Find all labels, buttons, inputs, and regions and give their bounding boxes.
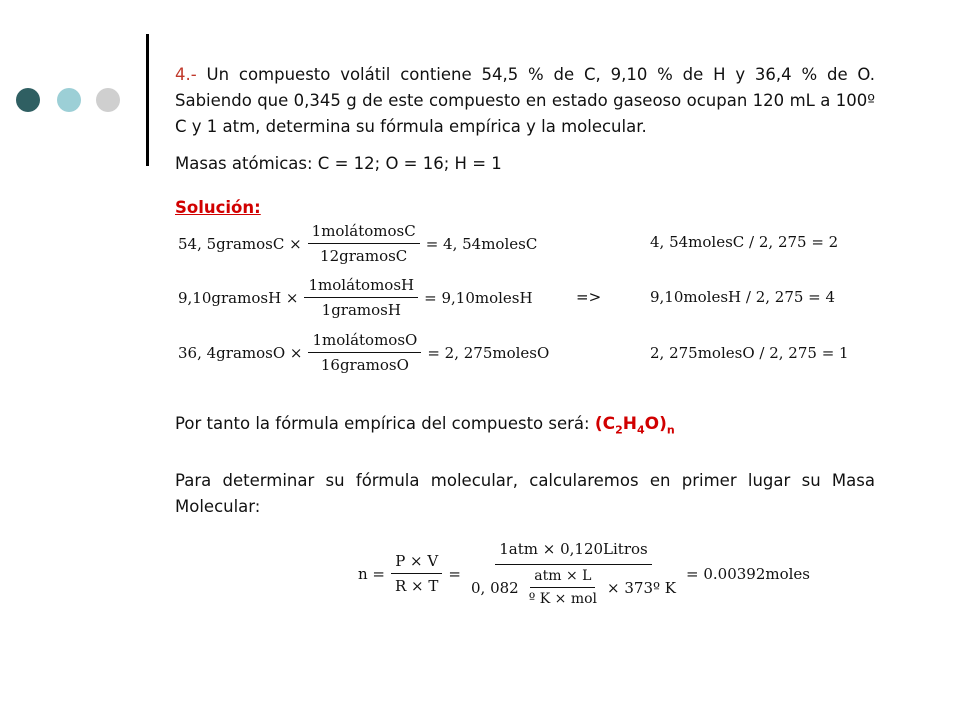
fraction-denominator [467, 565, 680, 607]
decor-dot-dark [16, 88, 40, 112]
implies-arrow: => [576, 288, 602, 306]
conversion-result: = 4, 54molesC [425, 234, 538, 253]
conversion-carbon [178, 222, 537, 265]
ideal-gas-equation [358, 540, 810, 607]
fraction-denominator: 12gramosC [320, 247, 408, 265]
equation-result: = 0.00392moles [686, 564, 811, 583]
fraction-denominator: 1gramosH [321, 301, 401, 319]
problem-statement [175, 62, 875, 140]
r-unit-fraction [525, 568, 601, 607]
equation-lhs: n = [358, 564, 385, 583]
temperature: × 373º K [607, 578, 677, 597]
problem-number: 4.- [175, 65, 197, 84]
equals-sign: = [448, 564, 461, 583]
r-value: 0, 082 [470, 578, 519, 597]
ratio-hydrogen: 9,10molesH / 2, 275 = 4 [650, 288, 836, 306]
decor-vertical-bar [146, 34, 149, 166]
r-unit-numerator: atm × L [530, 568, 595, 588]
empirical-formula-statement [175, 414, 675, 436]
ratio-carbon: 4, 54molesC / 2, 275 = 2 [650, 233, 839, 251]
conversion-left: 36, 4gramosO × [178, 343, 303, 362]
conversion-result: = 9,10molesH [424, 288, 533, 307]
conversion-result: = 2, 275molesO [427, 343, 550, 362]
decor-dot-mid [57, 88, 81, 112]
conversion-oxygen [178, 331, 549, 374]
problem-text: Un compuesto volátil contiene 54,5 % de C, 9,10 % de H y 36,4 % de O. Sabiendo que 0,345 g de este compuesto en estado gaseoso ocupan 120 mL a 100º C y 1 atm, determina su fórmula empírica y la molecular. [175, 65, 875, 136]
molecular-mass-paragraph: Para determinar su fórmula molecular, calcularemos en primer lugar su Masa Molecular: [175, 471, 875, 516]
fraction-numerator: 1molátomosH [304, 276, 418, 298]
conversion-fraction [304, 276, 418, 319]
pv-over-rt [391, 552, 442, 595]
fraction-numerator: 1molátomosC [308, 222, 420, 244]
fraction-numerator: P × V [391, 552, 442, 574]
conversion-fraction [308, 331, 421, 374]
conversion-fraction [308, 222, 420, 265]
atomic-masses: Masas atómicas: C = 12; O = 16; H = 1 [175, 154, 502, 173]
ratio-oxygen: 2, 275molesO / 2, 275 = 1 [650, 344, 849, 362]
conversion-left: 54, 5gramosC × [178, 234, 302, 253]
fraction-denominator: 16gramosO [320, 356, 409, 374]
empirical-formula: $(C_2H_4O)_n$ [594, 414, 675, 437]
numeric-fraction [467, 540, 680, 607]
fraction-numerator: 1atm × 0,120Litros [495, 540, 651, 565]
solution-heading: Solución: [175, 198, 261, 217]
conclusion-text: Por tanto la fórmula empírica del compuesto será: [175, 414, 590, 433]
r-unit-denominator: º K × mol [528, 591, 598, 607]
decor-dot-light [96, 88, 120, 112]
conversion-left: 9,10gramosH × [178, 288, 299, 307]
fraction-denominator: R × T [395, 577, 439, 595]
fraction-numerator: 1molátomosO [308, 331, 421, 353]
conversion-hydrogen [178, 276, 533, 319]
